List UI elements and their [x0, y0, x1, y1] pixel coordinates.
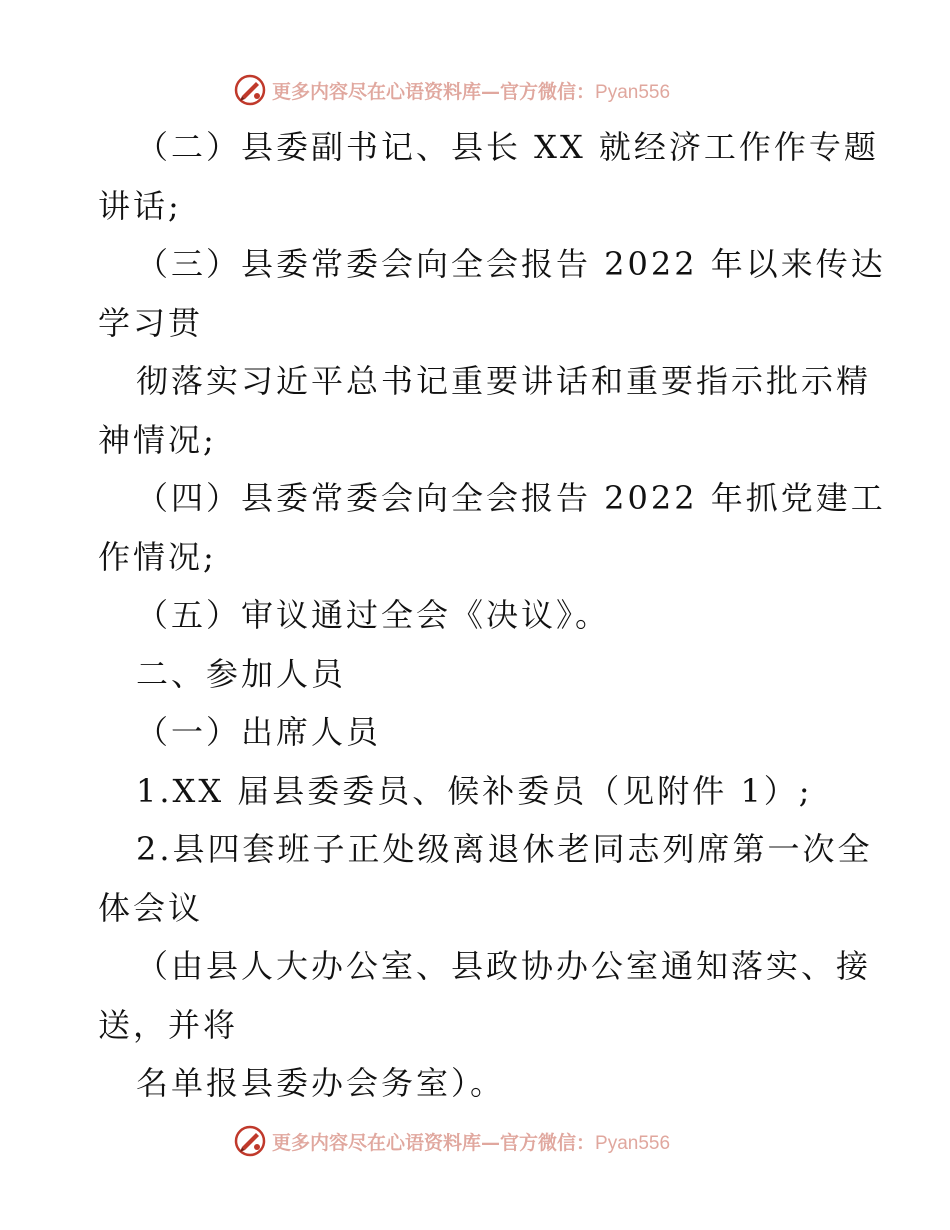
- watermark-header: [232, 70, 670, 110]
- watermark-wechat-id: Pyan556: [595, 81, 671, 103]
- paragraph-line: 体会议: [98, 888, 204, 927]
- document-body: [98, 118, 886, 1113]
- section-heading: 二、参加人员: [136, 654, 347, 693]
- paragraph-line: 神情况;: [98, 420, 217, 459]
- pen-heart-logo-icon: [232, 1123, 268, 1159]
- paragraph-line: 作情况;: [98, 537, 217, 576]
- subsection-heading: （一）出席人员: [136, 713, 382, 751]
- paragraph-line: （四）县委常委会向全会报告 2022 年抓党建工: [136, 479, 886, 517]
- pen-heart-logo-icon: [232, 72, 268, 108]
- paragraph-line: （由县人大办公室、县政协办公室通知落实、接: [136, 947, 872, 985]
- paragraph-line: （五）审议通过全会《决议》。: [136, 596, 611, 634]
- watermark-text: 更多内容尽在心语资料库—官方微信：: [272, 80, 596, 103]
- paragraph-line: 学习贯: [98, 303, 204, 342]
- watermark-footer: [232, 1121, 670, 1161]
- paragraph-line: （三）县委常委会向全会报告 2022 年以来传达: [136, 245, 886, 283]
- paragraph-line: 送，并将: [98, 1005, 239, 1044]
- paragraph-line: 名单报县委办会务室）。: [136, 1064, 506, 1102]
- paragraph-line: （二）县委副书记、县长 XX 就经济工作作专题: [136, 128, 879, 166]
- paragraph-line: 讲话;: [98, 186, 182, 225]
- list-item: 2.县四套班子正处级离退休老同志列席第一次全: [136, 830, 873, 868]
- watermark-wechat-id: Pyan556: [595, 1132, 671, 1154]
- paragraph-line: 彻落实习近平总书记重要讲话和重要指示批示精: [136, 362, 872, 400]
- list-item: 1.XX 届县委委员、候补委员（见附件 1）;: [136, 771, 813, 810]
- watermark-text: 更多内容尽在心语资料库—官方微信：: [272, 1131, 596, 1154]
